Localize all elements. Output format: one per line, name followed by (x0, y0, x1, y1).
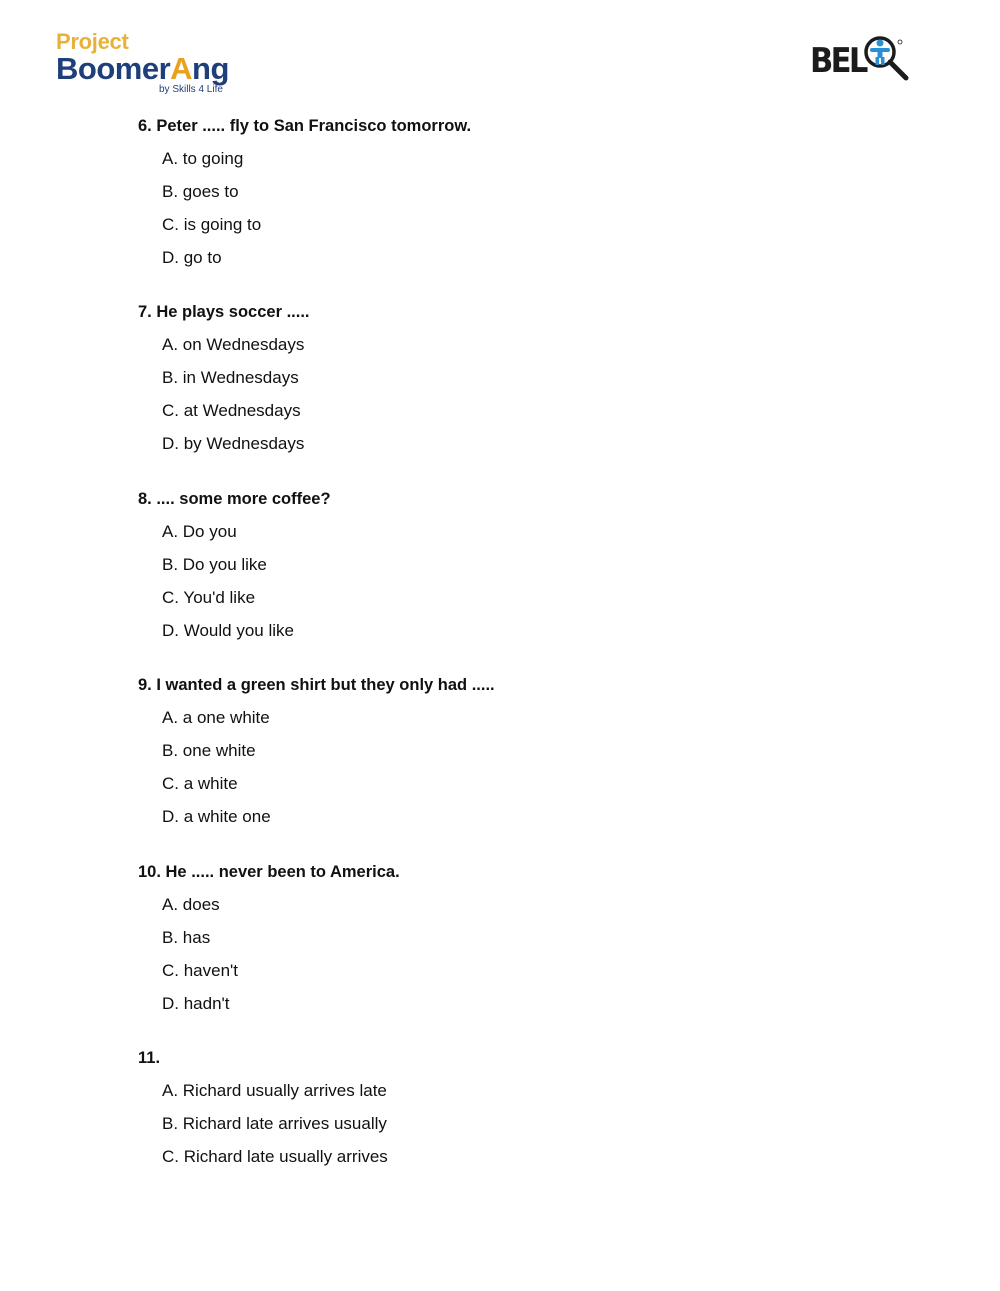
answer-option[interactable]: A. does (162, 895, 220, 914)
answer-option[interactable]: C. Richard late usually arrives (162, 1147, 388, 1166)
answer-option[interactable]: B. one white (162, 741, 256, 760)
logo-line-project: Project (56, 29, 129, 54)
answer-option[interactable]: D. Would you like (162, 621, 294, 640)
answer-option[interactable]: B. has (162, 928, 211, 947)
question-11 (138, 1048, 388, 1167)
question-stem: 10. He ..... never been to America. (138, 863, 400, 881)
project-boomerang-logo (56, 30, 266, 100)
logo-boomerang-start: Boomer (56, 51, 171, 86)
question-6 (138, 116, 471, 268)
magnifier-person-icon (860, 34, 912, 84)
logo-boomerang-end: ng (192, 51, 229, 86)
answer-option[interactable]: C. a white (162, 774, 238, 793)
answer-option[interactable]: B. Richard late arrives usually (162, 1114, 387, 1133)
answer-option[interactable]: C. haven't (162, 961, 239, 980)
question-stem: 9. I wanted a green shirt but they only had ..... (138, 676, 495, 694)
question-8 (138, 489, 331, 641)
logo-boomerang-mark: A (170, 51, 193, 86)
answer-option[interactable]: B. Do you like (162, 555, 267, 574)
question-9 (138, 675, 495, 827)
answer-option[interactable]: A. to going (162, 149, 244, 168)
answer-option[interactable]: B. in Wednesdays (162, 368, 299, 387)
answer-option[interactable]: C. at Wednesdays (162, 401, 301, 420)
answer-option[interactable]: D. hadn't (162, 994, 230, 1013)
question-7 (138, 302, 310, 454)
answer-option[interactable]: A. Do you (162, 522, 237, 541)
answer-option[interactable]: A. a one white (162, 708, 270, 727)
logo-line-byline: by Skills 4 Life (159, 84, 223, 95)
answer-option[interactable]: B. goes to (162, 182, 239, 201)
question-stem: 11. (138, 1049, 161, 1067)
question-stem: 8. .... some more coffee? (138, 490, 331, 508)
answer-option[interactable]: D. by Wednesdays (162, 434, 305, 453)
answer-option[interactable]: D. a white one (162, 807, 271, 826)
question-stem: 6. Peter ..... fly to San Francisco tomorrow. (138, 117, 472, 135)
belt-logo-text: BEL (810, 41, 866, 81)
belt-logo (808, 34, 912, 84)
answer-option[interactable]: D. go to (162, 248, 222, 267)
logo-line-boomerang (56, 51, 266, 86)
answer-option[interactable]: A. on Wednesdays (162, 335, 305, 354)
answer-option[interactable]: A. Richard usually arrives late (162, 1081, 387, 1100)
answer-option[interactable]: C. is going to (162, 215, 262, 234)
question-10 (138, 862, 400, 1014)
question-stem: 7. He plays soccer ..... (138, 303, 310, 321)
answer-option[interactable]: C. You'd like (162, 588, 256, 607)
